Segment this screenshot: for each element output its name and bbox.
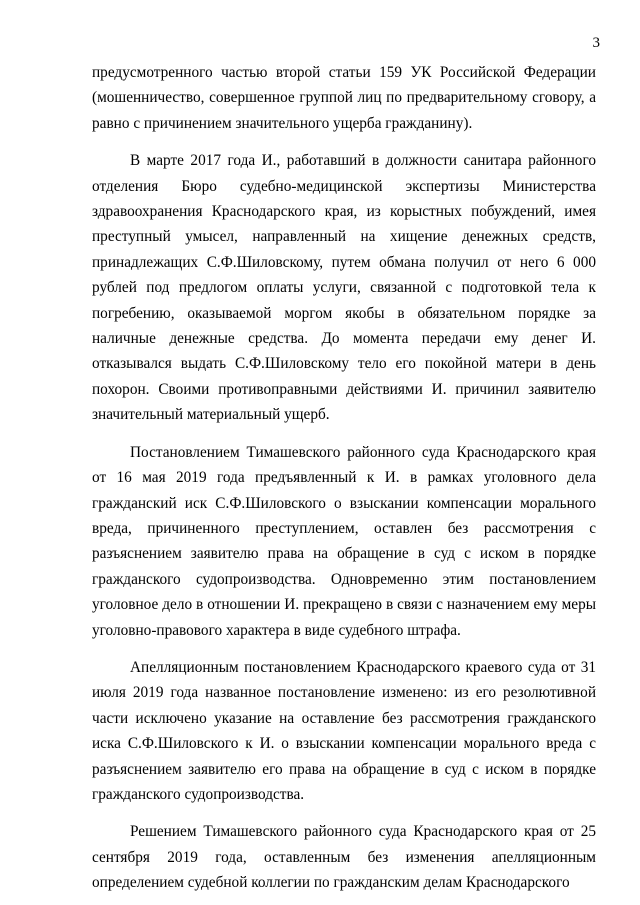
- document-body: [92, 60, 596, 896]
- paragraph-civil-decision: Решением Тимашевского районного суда Краснодарского края от 25 сентября 2019 года, оставленным без изменения апелляционным определением судебной коллегии по гражданским делам Краснодарского: [92, 823, 596, 892]
- paragraph-continued: предусмотренного частью второй статьи 159 УК Российской Федерации (мошенничество, совершенное группой лиц по предварительному сговору, а равно с причинением значительного ущерба гражданину).: [92, 64, 596, 132]
- paragraph-facts: В марте 2017 года И., работавший в должности санитара районного отделения Бюро судебно-медицинской экспертизы Министерства здравоохранения Краснодарского края, из корыстных побуждений, имея преступный умысел, направленный на хищение денежных средств, принадлежащих С.Ф.Шиловскому, путем обмана получил от него 6 000 рублей под предлогом оплаты услуги, связанной с подготовкой тела к погребению, оказываемой моргом якобы в обязательном порядке за наличные денежные средства. До момента передачи ему денег И. отказывался выдать С.Ф.Шиловскому тело его покойной матери в день похорон. Своими противоправными действиями И. причинил заявителю значительный материальный ущерб.: [92, 152, 596, 424]
- paragraph-district-court-ruling: Постановлением Тимашевского районного суда Краснодарского края от 16 мая 2019 года предъявленный к И. в рамках уголовного дела гражданский иск С.Ф.Шиловского о взыскании компенсации морального вреда, причиненного преступлением, оставлен без рассмотрения с разъяснением заявителю права на обращение в суд с иском в порядке гражданского судопроизводства. Одновременно этим постановлением уголовное дело в отношении И. прекращено в связи с назначением ему меры уголовно-правового характера в виде судебного штрафа.: [92, 443, 596, 639]
- paragraph-appeal-ruling: Апелляционным постановлением Краснодарского краевого суда от 31 июля 2019 года названное постановление изменено: из его резолютивной части исключено указание на оставление без рассмотрения гражданского иска С.Ф.Шиловского к И. о взыскании компенсации морального вреда с разъяснением заявителю его права на обращение в суд с иском в порядке гражданского судопроизводства.: [92, 658, 596, 803]
- page-number: 3: [592, 35, 600, 51]
